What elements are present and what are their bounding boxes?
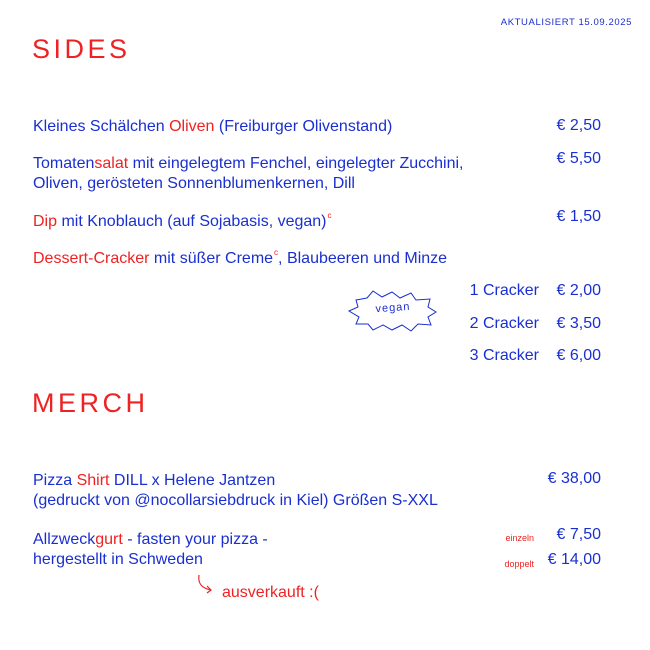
- item-text: - fasten your pizza -: [122, 531, 268, 548]
- item-text: Tomaten: [33, 155, 95, 172]
- item-highlight: gurt: [95, 531, 123, 548]
- item-text: mit süßer Creme: [149, 250, 274, 267]
- menu-item-dip: [33, 212, 332, 232]
- item-text: Kleines Schälchen: [33, 118, 170, 135]
- item-text-line2: hergestellt in Schweden: [33, 551, 203, 568]
- item-text: mit Knoblauch (auf Sojabasis, vegan): [57, 213, 327, 230]
- belt-double-label: doppelt: [504, 559, 534, 569]
- item-text: , Blaubeeren und Minze: [278, 250, 448, 267]
- belt-single-label: einzeln: [505, 533, 534, 543]
- merch-item-belt: [33, 530, 268, 570]
- item-highlight: Dessert-Cracker: [33, 250, 150, 267]
- item-text-line2: (gedruckt von @nocollarsiebdruck in Kiel) Größen S-XXL: [33, 492, 438, 509]
- menu-item-cracker: [33, 249, 447, 269]
- merch-item-shirt: [33, 471, 438, 511]
- cracker-option-label: 3 Cracker: [469, 347, 539, 364]
- item-text: Pizza: [33, 472, 77, 489]
- item-highlight: Oliven: [169, 118, 215, 135]
- cracker-option-price: € 3,50: [556, 315, 601, 332]
- allergen-marker: c: [327, 211, 332, 220]
- item-highlight: salat: [94, 155, 129, 172]
- cracker-option-price: € 2,00: [556, 282, 601, 299]
- item-text: (Freiburger Olivenstand): [214, 118, 393, 135]
- price-salad: € 5,50: [556, 150, 601, 167]
- item-text: mit eingelegtem Fenchel, eingelegter Zucchini,: [128, 155, 464, 172]
- item-highlight: Dip: [33, 213, 58, 230]
- price-belt-single: € 7,50: [556, 526, 601, 543]
- arrow-icon: [196, 574, 216, 596]
- price-olives: € 2,50: [556, 117, 601, 134]
- cracker-option-label: 2 Cracker: [469, 315, 539, 332]
- updated-date: AKTUALISIERT 15.09.2025: [500, 17, 632, 28]
- cracker-option-price: € 6,00: [556, 347, 601, 364]
- item-highlight: Shirt: [76, 472, 110, 489]
- sides-heading: SIDES: [32, 34, 131, 64]
- price-dip: € 1,50: [556, 208, 601, 225]
- item-text: Allzweck: [33, 531, 96, 548]
- item-text-line2: Oliven, gerösteten Sonnenblumenkernen, Dill: [33, 175, 355, 192]
- menu-item-salad: [33, 154, 463, 194]
- merch-heading: MERCH: [32, 388, 149, 418]
- item-text: DILL x Helene Jantzen: [109, 472, 276, 489]
- price-shirt: € 38,00: [547, 470, 601, 487]
- sold-out-note: ausverkauft :(: [222, 584, 319, 601]
- menu-item-olives: [33, 117, 392, 137]
- badge-label: vegan: [375, 300, 411, 316]
- cracker-option-label: 1 Cracker: [469, 282, 539, 299]
- vegan-badge: [348, 290, 438, 332]
- allergen-marker: c: [274, 248, 279, 257]
- price-belt-double: € 14,00: [547, 551, 601, 568]
